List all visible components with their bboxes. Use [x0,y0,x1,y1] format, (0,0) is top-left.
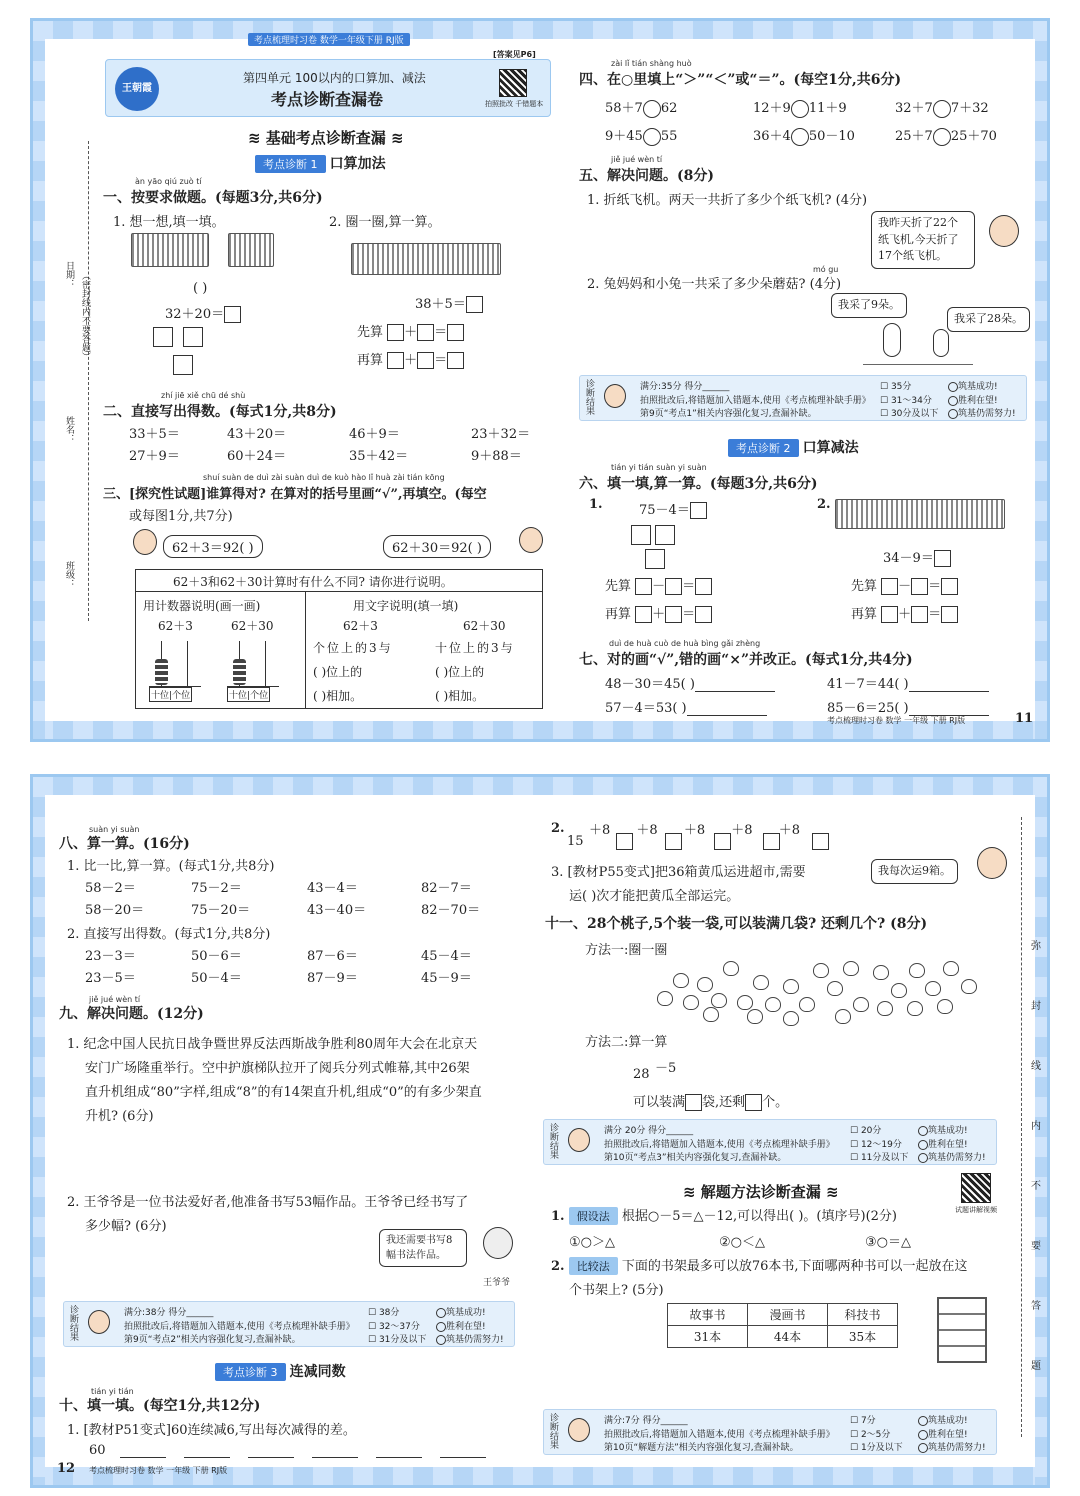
q1-pinyin: àn yāo qiú zuò tí [135,177,202,186]
q1-1-eq: 32＋20＝ [165,303,241,323]
date-label: 日期： [64,261,74,288]
boy-avatar [519,527,543,553]
q2-title: 二、直接写出得数。(每式1分,共8分) [103,404,337,420]
stick-bundles-a [131,233,209,267]
binding-line-2 [1021,817,1022,1437]
stick-bundles-d [835,499,1005,529]
peaches[interactable] [653,961,973,1021]
q3-col2: 用文字说明(填一填) [353,599,459,613]
kd2-heading [728,437,859,457]
diagnosis-box-3: 诊断结果 满分 20分 得分______ 拍照批改后,将错题加入错题本,使用《考点梳理补缺手册》 第10页“考点3”相关内容强化复习,查漏补缺。 ☐ 20分 ☐ 12～19分 ☐ 11分及以下 筑基成功! 胜利在望! 筑基仍需努力! [543,1119,997,1165]
books-val-1: 31本 [668,1326,748,1348]
diagnosis-box-4: 诊断结果 满分:7分 得分______ 拍照批改后,将错题加入错题本,使用《考点梳理补缺手册》 第10页“解题方法”相关内容强化复习,查漏补缺。 ☐ 7分 ☐ 2～5分 ☐ 1分及以下 筑基成功! 胜利在望! 筑基仍需努力! [543,1409,997,1455]
q3-col1: 用计数器说明(画一画) [143,599,261,613]
q2-item-8: 9＋88＝ [471,449,522,464]
answer-ref: [答案见P6] [493,50,536,59]
q3-text-e2: 62＋30 [463,619,506,633]
q3-text-e1: 62＋3 [343,619,378,633]
abacus-1-label: 十位|个位 [149,687,192,702]
q5-2-bubble-mother: 我采了9朵。 [831,293,907,318]
kd3-heading [215,1361,346,1381]
top-border [33,21,1047,39]
q7-item-3: 57－4＝53( ) [605,697,767,716]
abacus-2-label: 十位|个位 [227,687,270,702]
q6-split-box-3[interactable] [645,549,665,569]
books-head-2: 漫画书 [748,1304,828,1326]
q8-1-item-3: 43－4＝ [307,881,358,896]
q8-2-text: 2. 直接写出得数。(每式1分,共8分) [67,927,271,942]
q9-1-b: 安门广场隆重举行。空中护旗梯队拉开了阅兵分列式帷幕,其中26架 [85,1061,470,1076]
q8-1-item-5: 58－20＝ [85,903,145,918]
q6-2-eq: 34－9＝ [883,547,951,567]
section-title: ≋ 基础考点诊断查漏 ≋ [248,129,404,147]
q2-item-4: 23＋32＝ [471,427,531,442]
q8-1-item-6: 75－20＝ [191,903,251,918]
q7-pinyin: duì de huà cuò de huà bìng gǎi zhèng [609,639,761,648]
kd3-name: 连减同数 [289,1364,346,1380]
q10-3-bubble: 我每次运9箱。 [871,859,958,884]
kd1-heading [255,153,386,173]
q8-2-item-2: 50－6＝ [191,949,242,964]
abacus-2 [227,641,279,687]
publisher-logo: 王朝霞 [115,67,159,111]
q8-1-item-8: 82－70＝ [421,903,481,918]
q6-title: 六、填一填,算一算。(每题3分,共6分) [579,476,818,492]
q3-title: 三、[探究性试题]谁算得对? 在算对的括号里画“√”,再填空。(每空 [103,487,487,502]
q2-item-3: 46＋9＝ [349,427,400,442]
q5-1-bubble: 我昨天折了22个纸飞机,今天折了17个纸飞机。 [871,211,975,269]
right-border [1035,21,1047,739]
qr-code-icon-2[interactable] [961,1173,991,1203]
q11-calc-start: 28 [633,1067,650,1082]
q6-2-num: 2. [817,497,831,512]
q8-1-item-2: 75－2＝ [191,881,242,896]
q6-split-box-1[interactable] [631,525,651,545]
boy-answer: 62＋30＝92( ) [383,535,491,558]
kd2-name: 口算减法 [802,440,859,456]
seal-note: （密封线内不要答题） [80,271,90,361]
books-table [667,1303,898,1348]
q1-1-text: 1. 想一想,填一填。 [113,215,225,230]
split-box-2[interactable] [183,327,203,347]
page-number-11: 11 [1015,711,1034,726]
q8-2-item-4: 45－4＝ [421,949,472,964]
q3-expr-1: 62＋3 [158,619,193,633]
q6-split-box-2[interactable] [655,525,675,545]
q4-item-2: 12＋9 11＋9 [753,101,847,116]
abacus-1 [149,641,201,687]
top-border-2 [33,777,1047,795]
q1-2-then: 再算 ＋ ＝ [357,349,464,369]
q2-item-7: 35＋42＝ [349,449,409,464]
q4-item-4: 9＋45 55 [605,129,678,144]
q9-1-c: 直升机组成“80”字样,组成“8”的有14架直升机,组成“0”的有多少架直 [85,1085,482,1100]
answer-box[interactable] [224,306,241,323]
kd1-name: 口算加法 [329,156,386,172]
boy-avatar-q5 [989,215,1019,247]
q3-table-divider [305,591,306,709]
girl-answer: 62＋3＝92( ) [163,535,263,558]
q8-2-item-3: 87－6＝ [307,949,358,964]
books-head-3: 科技书 [828,1304,898,1326]
q2-item-5: 27＋9＝ [129,449,180,464]
q11-method1: 方法一:圈一圈 [585,943,668,958]
q9-title: 九、解决问题。(12分) [59,1006,204,1022]
q6-1-first: 先算 － ＝ [605,575,712,595]
q10-2-chain: 15 [567,833,829,850]
method-title: ≋ 解题方法诊断查漏 ≋ [683,1183,839,1201]
left-border [33,21,45,739]
m2-line: 2. 比较法 下面的书架最多可以放76本书,下面哪两种书可以一起放在这 [551,1259,968,1274]
stick-bundles-c [351,243,501,275]
q8-title: 八、算一算。(16分) [59,836,190,852]
q4-item-6: 25＋7 25＋70 [895,129,997,144]
q4-title: 四、在○里填上“＞”“＜”或“＝”。(每空1分,共6分) [579,72,902,88]
q10-2-steps: ＋8 ＋8 ＋8 ＋8 ＋8 [589,823,800,838]
q10-2-num: 2. [551,821,565,836]
q1-2-text: 2. 圈一圈,算一算。 [329,215,441,230]
q7-title: 七、对的画“√”,错的画“×”并改正。(每式1分,共4分) [579,652,913,668]
footer-2: 考点梳理时习卷 数学 一年级 下册 RJ版 [89,1466,228,1475]
m1-line: 1. 假设法 根据○－5＝△－12,可以得出( )。(填序号)(2分) [551,1209,897,1224]
q1-2-eq: 38＋5＝ [415,293,483,313]
kd2-tag: 考点诊断 2 [728,439,799,457]
books-val-2: 44本 [748,1326,828,1348]
q5-2-pinyin: mó gu [813,265,839,274]
q8-pinyin: suàn yi suàn [89,825,140,834]
header-banner: 考点梳理时习卷 数学一年级下册 RJ版 [248,33,410,46]
name-label: 姓名： [64,416,74,443]
q8-2-item-8: 45－9＝ [421,971,472,986]
q9-1-a: 1. 纪念中国人民抗日战争暨世界反法西斯战争胜利80周年大会在北京天 [67,1037,478,1052]
class-label: 班级： [64,561,74,588]
page-11 [30,18,1050,742]
q6-2-first: 先算 － ＝ [851,575,958,595]
q5-1-text: 1. 折纸飞机。两天一共折了多少个纸飞机? (4分) [587,193,868,208]
q10-1-chain: 60 [89,1443,486,1458]
q3-table-rule [135,591,543,592]
q6-2-then: 再算 ＋ ＝ [851,603,958,623]
binding-line [88,141,89,621]
footer-1: 考点梳理时习卷 数学 一年级 下册 RJ版 [827,716,966,725]
q3-t1b: ( )位上的 [313,665,363,679]
split-box-3[interactable] [173,355,193,375]
q9-2-b: 多少幅? (6分) [85,1219,167,1234]
q3-t1c: ( )相加。 [313,689,363,703]
q11-method2: 方法二:算一算 [585,1035,668,1050]
q6-1-then: 再算 ＋ ＝ [605,603,712,623]
page-number-12: 12 [57,1461,76,1476]
q2-item-1: 33＋5＝ [129,427,180,442]
kd3-tag: 考点诊断 3 [215,1363,286,1381]
q10-3-a: 3. [教材P55变式]把36箱黄瓜运进超市,需要 [551,865,806,880]
m1-opt-1[interactable]: ①○＞△ [569,1235,615,1250]
q8-1-text: 1. 比一比,算一算。(每式1分,共8分) [67,859,275,874]
q7-item-1: 48－30＝45( ) [605,673,775,692]
q7-item-2: 41－7＝44( ) [827,673,989,692]
kd1-tag: 考点诊断 1 [255,155,326,173]
q3-t2a: 十位上的3与 [435,641,515,655]
q6-1-eq: 75－4＝ [639,499,707,519]
q10-3-b: 运( )次才能把黄瓜全部运完。 [569,889,740,904]
page-12 [30,774,1050,1488]
q7-item-4: 85－6＝25( ) [827,697,989,716]
q3-t1a: 个位上的3与 [313,641,393,655]
diagnosis-box-2: 诊断结果 满分:38分 得分______ 拍照批改后,将错题加入错题本,使用《考点梳理补缺手册》 第9页“考点2”相关内容强化复习,查漏补缺。 ☐ 38分 ☐ 32～37分 ☐ 31分及以下 筑基成功! 胜利在望! 筑基仍需努力! [63,1301,515,1347]
exam-title: 考点诊断查漏卷 [271,90,384,109]
q8-2-item-7: 87－9＝ [307,971,358,986]
m1-opt-2[interactable]: ②○＜△ [719,1235,765,1250]
q1-2-first: 先算 ＋ ＝ [357,321,464,341]
rabbits-illustration [863,319,973,365]
q9-2-bubble: 我还需要书写8幅书法作品。 [379,1229,467,1267]
q1-title: 一、按要求做题。(每题3分,共6分) [103,190,323,206]
q4-item-3: 32＋7 7＋32 [895,101,989,116]
m2-line-b: 个书架上? (5分) [569,1283,664,1298]
q5-pinyin: jiě jué wèn tí [611,155,663,164]
q6-pinyin: tián yi tián suàn yi suàn [611,463,707,472]
q9-pinyin: jiě jué wèn tí [89,995,141,1004]
books-head-1: 故事书 [668,1304,748,1326]
q5-2-text: 2. 兔妈妈和小兔一共采了多少朵蘑菇? (4分) [587,277,842,292]
qr2-caption: 试题讲解视频 [955,1206,997,1214]
q8-2-item-5: 23－5＝ [85,971,136,986]
q10-title: 十、填一填。(每空1分,共12分) [59,1398,261,1414]
q8-1-item-1: 58－2＝ [85,881,136,896]
bookshelf-icon [937,1297,987,1363]
qr-caption: 拍照批改 千错题本 [485,100,544,108]
q5-2-bubble-child: 我采了28朵。 [947,307,1030,332]
q3-expr-2: 62＋30 [231,619,274,633]
diagnosis-box-1: 诊断结果 满分:35分 得分______ 拍照批改后,将错题加入错题本,使用《考点梳理补缺手册》 第9页“考点1”相关内容强化复习,查漏补缺。 ☐ 35分 ☐ 31～34分 ☐ 30分及以下 筑基成功! 胜利在望! 筑基仍需努力! [579,375,1027,421]
left-border-2 [33,777,45,1485]
q5-title: 五、解决问题。(8分) [579,168,714,184]
q8-1-item-4: 82－7＝ [421,881,472,896]
stick-bundles-b [228,233,274,267]
q4-item-5: 36＋4 50－10 [753,129,855,144]
q10-1-text: 1. [教材P51变式]60连续减6,写出每次减得的差。 [67,1423,356,1438]
q1-1-paren: ( ) [193,281,208,296]
grandpa-name: 王爷爷 [483,1278,511,1288]
q11-calc-top: －5 [655,1061,677,1076]
q4-item-1: 58＋7 62 [605,101,678,116]
q11-answer: 可以装满 袋,还剩 个。 [633,1095,789,1110]
q3-t2c: ( )相加。 [435,689,485,703]
q6-1-num: 1. [589,497,603,512]
q9-1-d: 升机? (6分) [85,1109,154,1124]
books-val-3: 35本 [828,1326,898,1348]
q2-item-6: 60＋24＝ [227,449,287,464]
q3-table-head: 62＋3和62＋30计算时有什么不同? 请你进行说明。 [173,575,453,589]
qr-code-icon[interactable] [499,69,527,97]
q2-item-2: 43＋20＝ [227,427,287,442]
q4-pinyin: zài lǐ tián shàng huò [611,59,692,68]
q2-pinyin: zhí jiē xiě chū dé shù [161,391,246,400]
seal-note-2: 弥 封 线 内 不 要 答 题 [1031,941,1041,1372]
m1-opt-3[interactable]: ③○＝△ [865,1235,911,1250]
boy-avatar-q10 [977,847,1007,879]
q3-title-b: 或每图1分,共7分) [129,509,233,524]
q3-pinyin: shuí suàn de duì zài suàn duì de kuò hào lǐ huà zài tián kōng [203,473,445,482]
q8-2-item-1: 23－3＝ [85,949,136,964]
q8-2-item-6: 50－4＝ [191,971,242,986]
q11-title: 十一、28个桃子,5个装一袋,可以装满几袋? 还剩几个? (8分) [545,916,928,932]
q3-t2b: ( )位上的 [435,665,485,679]
unit-title: 第四单元 100以内的口算加、减法 [243,71,426,85]
q8-1-item-7: 43－40＝ [307,903,367,918]
q9-2-a: 2. 王爷爷是一位书法爱好者,他准备书写53幅作品。王爷爷已经书写了 [67,1195,469,1210]
q10-pinyin: tián yi tián [91,1387,134,1396]
grandpa-avatar [483,1227,513,1259]
split-box-1[interactable] [153,327,173,347]
girl-avatar [133,529,157,555]
